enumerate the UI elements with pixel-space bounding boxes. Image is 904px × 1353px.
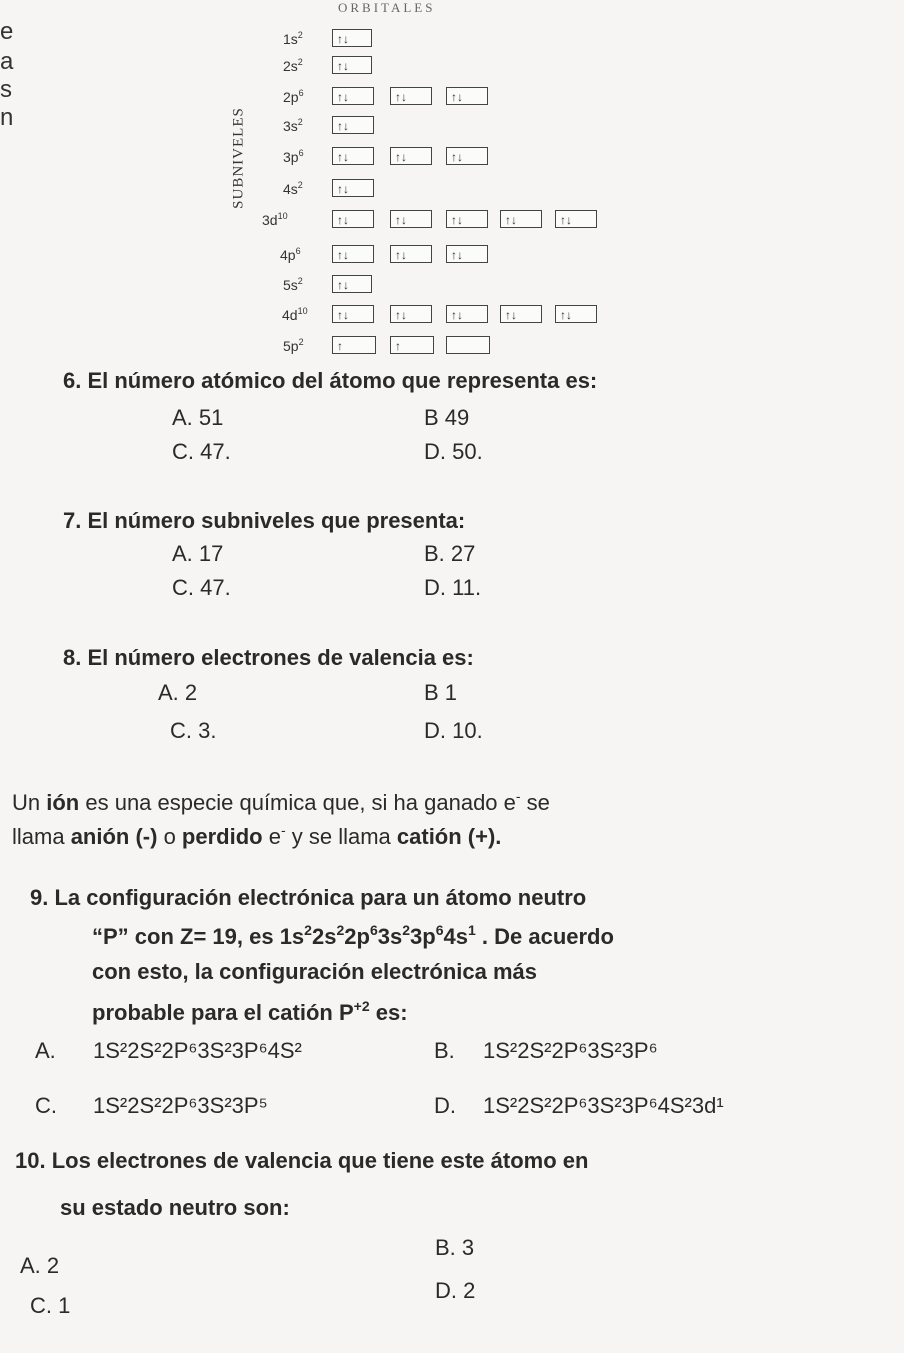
orbital-box-5p-1: ↑ (332, 336, 376, 354)
q9-option-d[interactable]: 1S²2S²2P⁶3S²3P⁶4S²3d¹ (483, 1093, 724, 1118)
orbital-box-3d-1: ↑↓ (332, 210, 374, 228)
orbital-label-5p: $5p^2$ (283, 337, 304, 354)
q10-option-a[interactable]: A. 2 (20, 1253, 60, 1278)
q9-option-b[interactable]: 1S²2S²2P⁶3S²3P⁶ (483, 1038, 658, 1063)
subniveles-vertical-label: SUBNIVELES (230, 107, 247, 209)
ion-paragraph-line-1: Un ión es una especie química que, si ha ganado e- se (12, 788, 550, 815)
orbital-box-3p-1: ↑↓ (332, 147, 374, 165)
orbital-box-1s-1: ↑↓ (332, 29, 372, 47)
q6-option-b[interactable]: B 49 (424, 405, 470, 430)
edge-letter: a (0, 48, 14, 75)
q6-option-a[interactable]: A. 51 (172, 405, 224, 430)
orbital-label-3p: $3p^6$ (283, 148, 304, 165)
orbital-box-3d-2: ↑↓ (390, 210, 432, 228)
edge-letter: e (0, 18, 14, 45)
q9-option-c-label[interactable]: C. (35, 1093, 57, 1118)
question-9-line-4: probable para el catión $P^{+2}$ es: (92, 998, 408, 1025)
edge-letter: s (0, 76, 12, 103)
orbital-box-4d-2: ↑↓ (390, 305, 432, 323)
orbital-box-2p-1: ↑↓ (332, 87, 374, 105)
q8-option-a[interactable]: A. 2 (158, 680, 198, 705)
orbital-label-5s: $5s^2$ (283, 276, 303, 293)
orbital-label-4p: $4p^6$ (280, 246, 301, 263)
orbital-label-3d: $3d^{10}$ (262, 211, 288, 228)
orbital-box-3d-5: ↑↓ (555, 210, 597, 228)
q7-option-c[interactable]: C. 47. (172, 575, 231, 600)
question-7: 7. El número subniveles que presenta: (63, 508, 466, 533)
orbital-label-4s: $4s^2$ (283, 180, 303, 197)
orbital-box-4d-5: ↑↓ (555, 305, 597, 323)
q9-option-a-label[interactable]: A. (35, 1038, 56, 1063)
orbital-box-4s-1: ↑↓ (332, 179, 374, 197)
q7-option-b[interactable]: B. 27 (424, 541, 476, 566)
q10-option-c[interactable]: C. 1 (30, 1293, 71, 1318)
edge-letter: n (0, 104, 14, 131)
orbital-box-4p-2: ↑↓ (390, 245, 432, 263)
q6-option-c[interactable]: C. 47. (172, 439, 231, 464)
question-9-line-3: con esto, la configuración electrónica más (92, 959, 538, 984)
orbital-box-3d-3: ↑↓ (446, 210, 488, 228)
q9-option-b-label[interactable]: B. (434, 1038, 455, 1063)
q9-option-a[interactable]: 1S²2S²2P⁶3S²3P⁶4S² (93, 1038, 302, 1063)
orbital-box-4d-4: ↑↓ (500, 305, 542, 323)
question-9-line-1: 9. La configuración electrónica para un átomo neutro (30, 885, 587, 910)
orbital-label-3s: $3s^2$ (283, 117, 303, 134)
question-10-line-2: su estado neutro son: (60, 1195, 290, 1220)
q8-option-c[interactable]: C. 3. (170, 718, 217, 743)
orbital-box-5p-3 (446, 336, 490, 354)
orbital-box-4p-3: ↑↓ (446, 245, 488, 263)
orbital-box-2s-1: ↑↓ (332, 56, 372, 74)
orbital-box-3p-3: ↑↓ (446, 147, 488, 165)
question-8: 8. El número electrones de valencia es: (63, 645, 474, 670)
orbital-box-4d-3: ↑↓ (446, 305, 488, 323)
orbital-label-1s: $1s^2$ (283, 30, 303, 47)
orbital-box-5p-2: ↑ (390, 336, 434, 354)
orbital-box-3p-2: ↑↓ (390, 147, 432, 165)
q9-option-d-label[interactable]: D. (434, 1093, 456, 1118)
orbital-label-2s: $2s^2$ (283, 57, 303, 74)
orbital-box-3d-4: ↑↓ (500, 210, 542, 228)
q8-option-d[interactable]: D. 10. (424, 718, 483, 743)
q7-option-a[interactable]: A. 17 (172, 541, 224, 566)
q6-option-d[interactable]: D. 50. (424, 439, 483, 464)
orbital-box-2p-2: ↑↓ (390, 87, 432, 105)
q8-option-b[interactable]: B 1 (424, 680, 458, 705)
page-title: ORBITALES (338, 0, 436, 15)
orbital-box-5s-1: ↑↓ (332, 275, 372, 293)
q10-option-b[interactable]: B. 3 (435, 1235, 475, 1260)
orbital-box-4p-1: ↑↓ (332, 245, 374, 263)
question-9-line-2: “P” con Z= 19, es $1s^22s^22p^63s^23p^64s^1$ . De acuerdo (92, 922, 614, 949)
q7-option-d[interactable]: D. 11. (424, 575, 482, 600)
q10-option-d[interactable]: D. 2 (435, 1278, 476, 1303)
orbital-box-4d-1: ↑↓ (332, 305, 374, 323)
orbital-box-3s-1: ↑↓ (332, 116, 374, 134)
question-6: 6. El número atómico del átomo que representa es: (63, 368, 598, 393)
ion-paragraph-line-2: llama anión (-) o perdido e- y se llama catión (+). (12, 822, 502, 849)
q9-option-c[interactable]: 1S²2S²2P⁶3S²3P⁵ (93, 1093, 268, 1118)
orbital-label-2p: $2p^6$ (283, 88, 304, 105)
orbital-label-4d: $4d^{10}$ (282, 306, 308, 323)
question-10-line-1: 10. Los electrones de valencia que tiene este átomo en (15, 1148, 589, 1173)
orbital-box-2p-3: ↑↓ (446, 87, 488, 105)
